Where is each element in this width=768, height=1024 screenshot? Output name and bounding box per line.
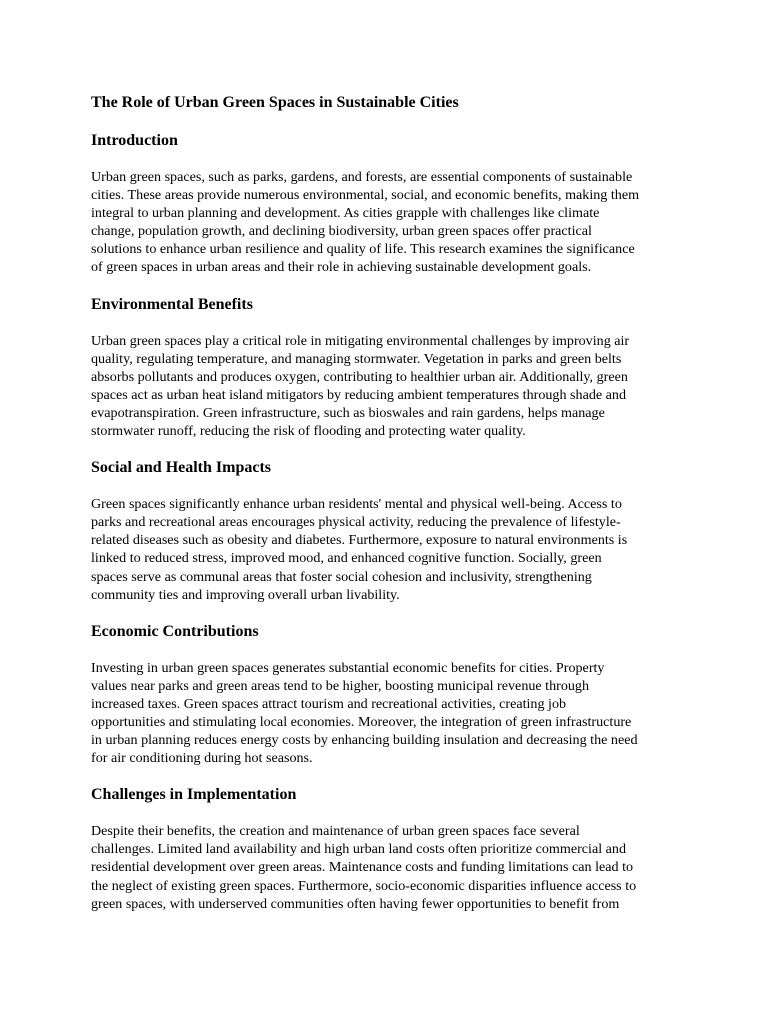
paragraph-line: residential development over green areas. Maintenance costs and funding limitations can lead to (91, 859, 634, 876)
paragraph-line: Urban green spaces play a critical role in mitigating environmental challenges by improving air (91, 332, 630, 349)
paragraph-line: Green spaces significantly enhance urban residents' mental and physical well-being. Access to (91, 496, 622, 513)
paragraph-line: for air conditioning during hot seasons. (91, 750, 313, 767)
section-heading: Environmental Benefits (91, 295, 253, 313)
paragraph-line: green spaces, with underserved communities often having fewer opportunities to benefit from (91, 895, 620, 912)
paragraph-line: change, population growth, and declining biodiversity, urban green spaces offer practical (91, 223, 592, 240)
section-heading: Social and Health Impacts (91, 459, 272, 477)
document-title: The Role of Urban Green Spaces in Sustainable Cities (91, 94, 459, 111)
paragraph-line: opportunities and stimulating local economies. Moreover, the integration of green infrastructure (91, 713, 632, 730)
paragraph-line: solutions to enhance urban resilience and quality of life. This research examines the significance (91, 241, 635, 258)
section-paragraph (91, 495, 681, 604)
paragraph-line: of green spaces in urban areas and their role in achieving sustainable development goals. (91, 259, 592, 276)
paragraph-line: in urban planning reduces energy costs by enhancing building insulation and decreasing the need (91, 732, 638, 749)
section-paragraph (91, 168, 681, 277)
paragraph-line: Urban green spaces, such as parks, gardens, and forests, are essential components of sustainable (91, 169, 633, 185)
section-economic-contributions (91, 622, 681, 768)
paragraph-line: absorbs pollutants and produces oxygen, contributing to healthier urban air. Additionally, green (91, 368, 628, 385)
section-social-and-health-impacts (91, 458, 681, 604)
section-introduction (91, 131, 681, 277)
paragraph-line: Investing in urban green spaces generates substantial economic benefits for cities. Property (91, 659, 605, 676)
document-body (91, 131, 681, 913)
paragraph-line: community ties and improving overall urban livability. (91, 586, 400, 603)
paragraph-line: spaces act as urban heat island mitigators by reducing ambient temperatures through shade and (91, 386, 626, 403)
document-page (91, 93, 681, 931)
paragraph-line: challenges. Limited land availability and high urban land costs often prioritize commercial and (91, 841, 626, 858)
paragraph-line: spaces serve as communal areas that foster social cohesion and inclusivity, strengthening (91, 568, 592, 585)
section-heading: Economic Contributions (91, 622, 259, 640)
paragraph-line: stormwater runoff, reducing the risk of flooding and protecting water quality. (91, 423, 526, 440)
section-heading: Introduction (91, 132, 178, 149)
paragraph-line: evapotranspiration. Green infrastructure, such as bioswales and rain gardens, helps manage (91, 404, 605, 421)
paragraph-line: quality, regulating temperature, and managing stormwater. Vegetation in parks and green belts (91, 350, 622, 367)
paragraph-line: cities. These areas provide numerous environmental, social, and economic benefits, making them (91, 187, 640, 204)
paragraph-line: the neglect of existing green spaces. Furthermore, socio-economic disparities influence access to (91, 877, 637, 894)
section-environmental-benefits (91, 295, 681, 441)
paragraph-line: increased taxes. Green spaces attract tourism and recreational activities, creating job (91, 695, 567, 712)
section-paragraph (91, 822, 681, 912)
paragraph-line: Despite their benefits, the creation and maintenance of urban green spaces face several (91, 823, 580, 840)
section-paragraph (91, 332, 681, 441)
section-heading: Challenges in Implementation (91, 786, 297, 804)
paragraph-line: related diseases such as obesity and diabetes. Furthermore, exposure to natural environments is (91, 532, 628, 549)
paragraph-line: integral to urban planning and development. As cities grapple with challenges like climate (91, 205, 600, 222)
paragraph-line: parks and recreational areas encourages physical activity, reducing the prevalence of lifestyle- (91, 514, 621, 531)
paragraph-line: linked to reduced stress, improved mood, and enhanced cognitive function. Socially, green (91, 550, 602, 567)
section-paragraph (91, 659, 681, 768)
paragraph-line: values near parks and green areas tend to be higher, boosting municipal revenue through (91, 677, 590, 694)
section-challenges-in-implementation (91, 785, 681, 912)
